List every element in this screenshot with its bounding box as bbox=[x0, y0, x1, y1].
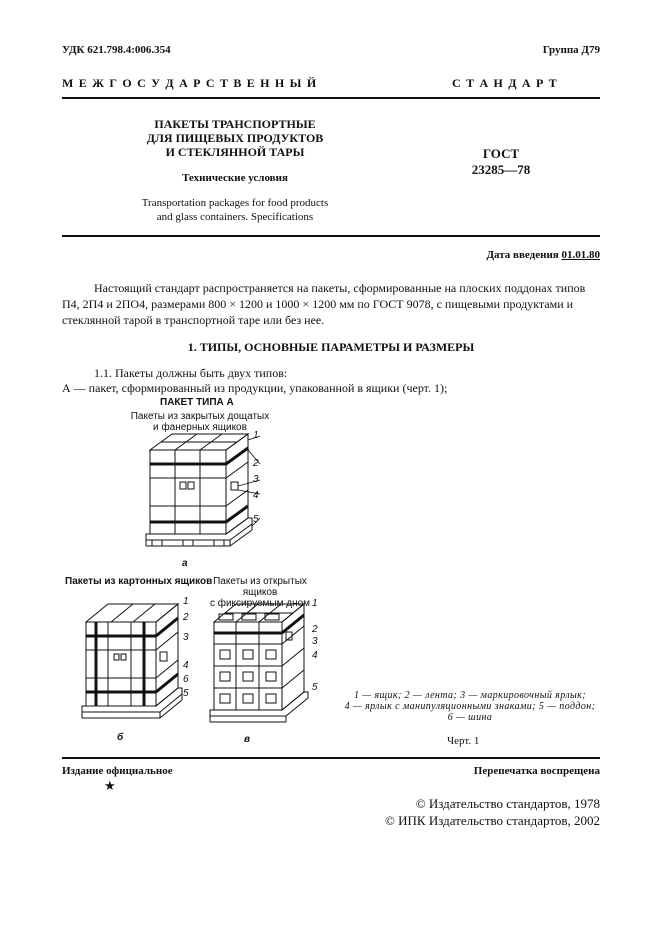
copyright-1978: © Издательство стандартов, 1978 bbox=[415, 796, 600, 811]
star-icon: ★ bbox=[104, 778, 116, 793]
title-subtitle: Технические условия bbox=[182, 172, 288, 184]
intro-date bbox=[486, 249, 600, 261]
legend-line3: 6 — шина bbox=[447, 712, 493, 723]
package-drawing-a bbox=[140, 428, 280, 558]
banner-left: М Е Ж Г О С У Д А Р С Т В Е Н Н Ы Й bbox=[62, 76, 318, 90]
scope-line1: Настоящий стандарт распространяется на пакеты, сформированные на плоских поддонах типов bbox=[94, 281, 586, 295]
clause-1-1: 1.1. Пакеты должны быть двух типов: bbox=[94, 366, 288, 380]
title-ru-line2: ДЛЯ ПИЩЕВЫХ ПРОДУКТОВ bbox=[146, 131, 324, 145]
callout-b-6: 6 bbox=[183, 674, 189, 685]
scope-line3: стеклянной тарой в транспортной таре или без нее. bbox=[62, 313, 325, 327]
section-title: 1. ТИПЫ, ОСНОВНЫЕ ПАРАМЕТРЫ И РАЗМЕРЫ bbox=[187, 340, 475, 354]
callout-c-4: 4 bbox=[312, 650, 318, 661]
gost-number: 23285—78 bbox=[471, 162, 531, 177]
caption-c-line1: Пакеты из открытых ящиков bbox=[213, 576, 307, 598]
callout-c-2: 2 bbox=[312, 624, 318, 635]
letter-a: а bbox=[182, 558, 188, 569]
figure-heading: ПАКЕТ ТИПА А bbox=[160, 397, 234, 408]
caption-c-line2: с фиксируемым дном bbox=[209, 598, 311, 609]
group-code: Группа Д79 bbox=[542, 44, 600, 56]
letter-b: б bbox=[117, 732, 124, 743]
title-ru bbox=[120, 117, 350, 159]
callout-b-4: 4 bbox=[183, 660, 189, 671]
callout-a-5: 5 bbox=[253, 514, 259, 525]
callout-b-5: 5 bbox=[183, 688, 189, 699]
title-ru-line3: И СТЕКЛЯННОЙ ТАРЫ bbox=[165, 145, 305, 159]
callout-c-5: 5 bbox=[312, 682, 318, 693]
callout-a-3: 3 bbox=[253, 474, 259, 485]
callout-b-2: 2 bbox=[183, 612, 189, 623]
clause-type-a: А — пакет, сформированный из продукции, упакованной в ящики (черт. 1); bbox=[62, 381, 448, 395]
legend-line1: 1 — ящик; 2 — лента; 3 — маркировочный ярлык; bbox=[354, 690, 586, 701]
figure-legend bbox=[340, 690, 600, 723]
callout-c-1: 1 bbox=[312, 598, 318, 609]
title-rule bbox=[62, 235, 600, 237]
header-rule bbox=[62, 97, 600, 99]
title-en bbox=[120, 196, 350, 224]
callout-b-1: 1 bbox=[183, 596, 189, 607]
caption-b: Пакеты из картонных ящиков bbox=[65, 576, 213, 587]
title-en-line2: and glass containers. Specifications bbox=[156, 211, 314, 223]
footer-rule bbox=[62, 757, 600, 759]
scope-line2: П4, 2П4 и 2ПО4, размерами 800 × 1200 и 1000 × 1200 мм по ГОСТ 9078, с пищевыми продуктами и bbox=[62, 297, 574, 311]
official-edition: Издание официальное bbox=[62, 765, 173, 777]
caption-a-line1: Пакеты из закрытых дощатых bbox=[130, 411, 270, 422]
callout-a-2: 2 bbox=[253, 458, 259, 469]
udk-code: УДК 621.798.4:006.354 bbox=[62, 44, 171, 56]
reprint-notice: Перепечатка воспрещена bbox=[473, 765, 600, 777]
gost-label: ГОСТ bbox=[482, 146, 520, 161]
gost-id bbox=[446, 146, 556, 178]
package-drawing-b bbox=[78, 596, 188, 726]
title-ru-line1: ПАКЕТЫ ТРАНСПОРТНЫЕ bbox=[154, 117, 316, 131]
banner-right: С Т А Н Д А Р Т bbox=[452, 76, 558, 90]
callout-b-3: 3 bbox=[183, 632, 189, 643]
title-en-line1: Transportation packages for food products bbox=[141, 197, 329, 209]
letter-c: в bbox=[244, 734, 251, 745]
callout-a-1: 1 bbox=[253, 430, 259, 441]
drawing-label: Черт. 1 bbox=[447, 735, 480, 747]
intro-date-label: Дата введения bbox=[486, 249, 559, 261]
intro-date-value: 01.01.80 bbox=[561, 249, 600, 261]
package-drawing-c bbox=[206, 598, 316, 728]
legend-line2: 4 — ярлык с манипуляционными знаками; 5 — поддон; bbox=[344, 701, 596, 712]
caption-a-line2: и фанерных ящиков bbox=[153, 422, 247, 433]
callout-a-4: 4 bbox=[253, 490, 259, 501]
callout-c-3: 3 bbox=[312, 636, 318, 647]
copyright-2002: © ИПК Издательство стандартов, 2002 bbox=[385, 813, 600, 828]
scope-paragraph bbox=[62, 280, 600, 328]
